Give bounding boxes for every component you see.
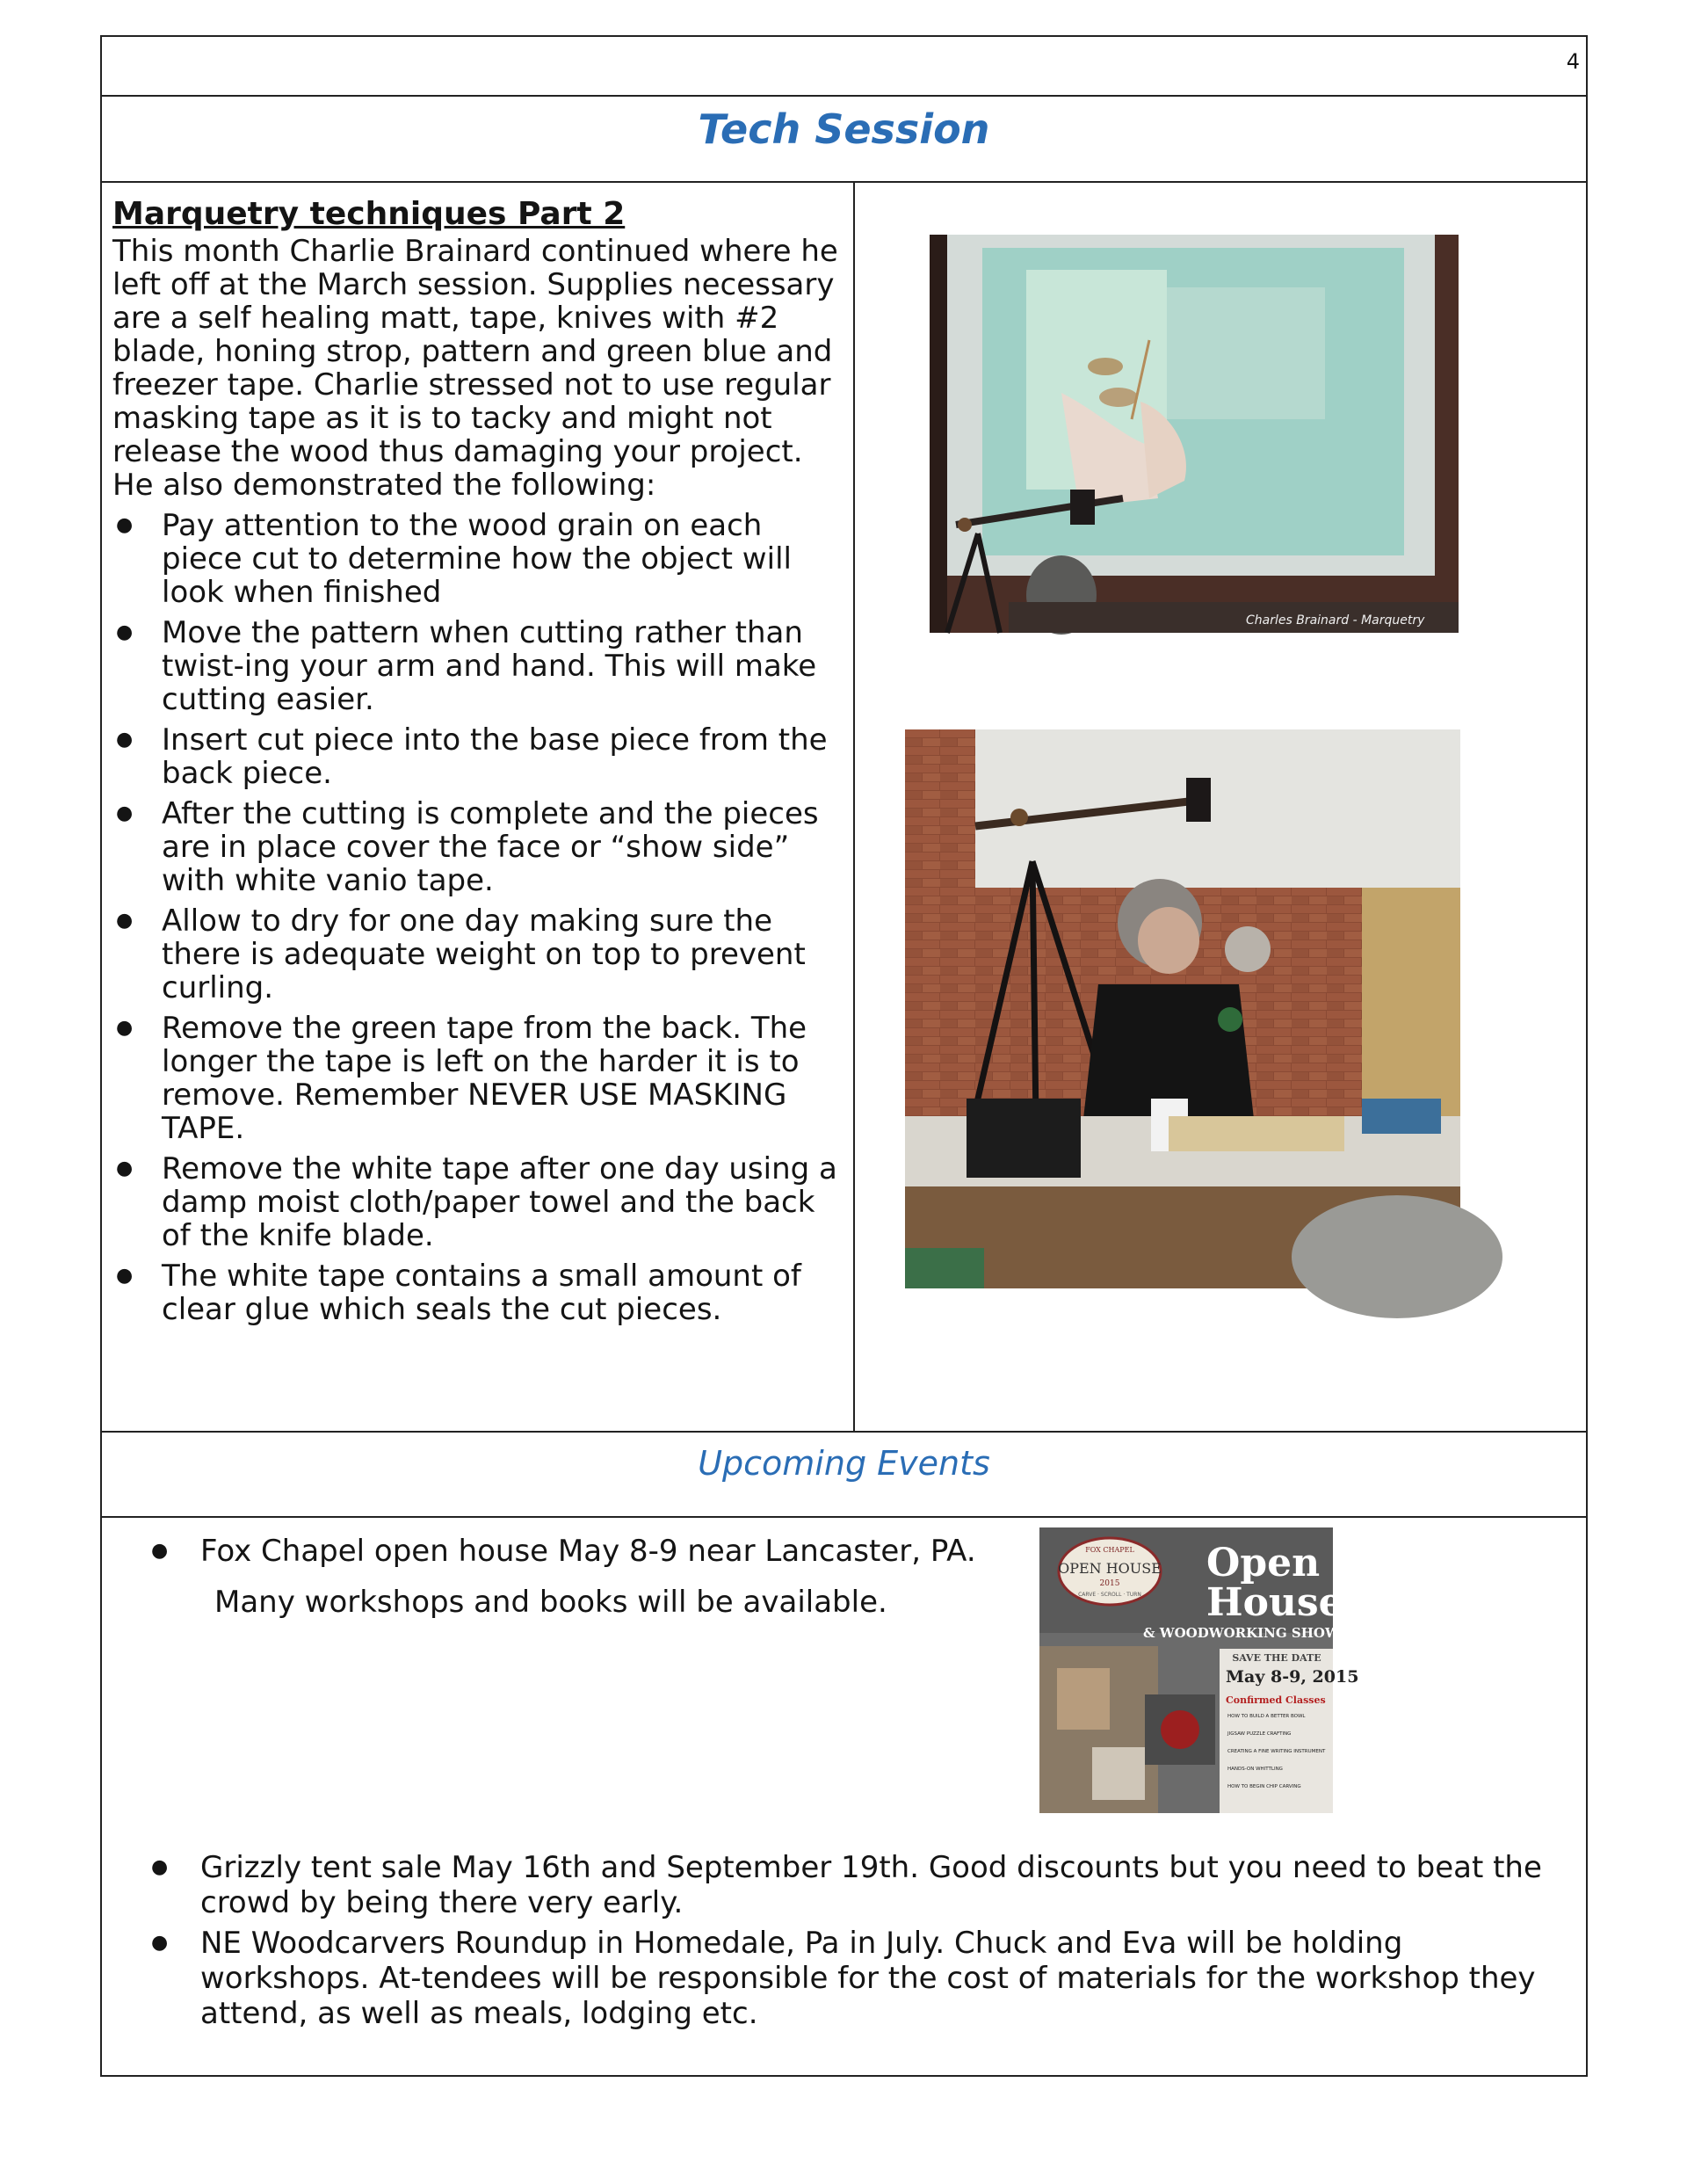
flyer-class: HOW TO BEGIN CHIP CARVING xyxy=(1227,1784,1301,1789)
events-list-bottom xyxy=(112,1850,1553,2036)
bullet-icon: ● xyxy=(116,729,134,751)
flyer-subhead: & WOODWORKING SHOW xyxy=(1143,1625,1340,1641)
flyer-class: JIGSAW PUZZLE CRAFTING xyxy=(1227,1731,1292,1737)
list-item: ● Allow to dry for one day making sure the there is adequate weight on top to prevent curling. xyxy=(116,903,806,1005)
divider xyxy=(100,1431,1588,1433)
list-item: ● Remove the green tape from the back. The longer the tape is left on the harder it is to remove. Remember NEVER USE MASKING TAPE. xyxy=(116,1011,807,1146)
flyer-logo-sub: CARVE · SCROLL · TURN xyxy=(1078,1592,1141,1598)
photo-caption: Charles Brainard - Marquetry xyxy=(1246,613,1425,628)
flyer-logo-main: OPEN HOUSE xyxy=(1058,1560,1162,1577)
page-number: 4 xyxy=(1566,49,1580,74)
flyer-class: HOW TO BUILD A BETTER BOWL xyxy=(1227,1714,1306,1719)
list-item: ● Move the pattern when cutting rather than twist-ing your arm and hand. This will make cutting easier. xyxy=(116,615,817,717)
flyer-logo-top: FOX CHAPEL xyxy=(1085,1546,1134,1554)
bullet-icon: ● xyxy=(151,1932,169,1954)
list-item: ● Insert cut piece into the base piece from the back piece. xyxy=(116,722,828,791)
bullet-icon: ● xyxy=(116,910,134,932)
flyer-headline-1: Open xyxy=(1206,1541,1321,1585)
bullet-icon: ● xyxy=(116,1017,134,1039)
bullet-icon: ● xyxy=(116,621,134,643)
bullet-icon: ● xyxy=(116,802,134,824)
bullet-icon: ● xyxy=(116,1265,134,1287)
bullet-icon: ● xyxy=(116,514,134,536)
article xyxy=(112,198,842,1333)
flyer-date: May 8-9, 2015 xyxy=(1226,1667,1359,1687)
divider xyxy=(853,181,855,1432)
event-text: NE Woodcarvers Roundup in Homedale, Pa in July. Chuck and Eva will be holding workshops. At-tendees will be responsible for the cost of materials for the workshop they attend, as well as meals, lodging etc. xyxy=(200,1926,1536,2031)
demonstration-photo xyxy=(905,729,1460,1288)
flyer-logo-year: 2015 xyxy=(1099,1579,1120,1588)
article-heading: Marquetry techniques Part 2 xyxy=(112,196,626,232)
open-house-flyer xyxy=(1039,1527,1359,1813)
flyer-class: CREATING A FINE WRITING INSTRUMENT xyxy=(1227,1749,1326,1754)
list-item: ● The white tape contains a small amount of clear glue which seals the cut pieces. xyxy=(116,1259,801,1327)
list-item xyxy=(112,1850,1553,1920)
list-item: ● Pay attention to the wood grain on each piece cut to determine how the object will look when finished xyxy=(116,508,792,610)
bullet-icon: ● xyxy=(116,1157,134,1179)
list-item: ● Remove the white tape after one day using a damp moist cloth/paper towel and the back of the knife blade. xyxy=(116,1151,837,1253)
projector-photo xyxy=(930,235,1459,633)
flyer-class: HANDS-ON WHITTLING xyxy=(1227,1767,1283,1772)
event-text: Fox Chapel open house May 8-9 near Lancaster, PA. xyxy=(200,1534,976,1569)
flyer-classes-title: Confirmed Classes xyxy=(1226,1694,1326,1706)
article-intro: This month Charlie Brainard continued where he left off at the March session. Supplies necessary are a self healing matt, tape, knives with #2 blade, honing strop, pattern and green blue and freezer tape. Charlie stressed not to use regular masking tape as it is to tacky and might not release the wood thus damaging your project. He also demonstrated the following: xyxy=(112,234,838,503)
technique-list xyxy=(112,509,842,1326)
bullet-icon: ● xyxy=(151,1540,169,1562)
divider xyxy=(100,1516,1588,1518)
section-title-tech-session: Tech Session xyxy=(698,105,990,153)
list-item xyxy=(112,1926,1553,2031)
divider xyxy=(100,95,1588,97)
flyer-headline-2: House xyxy=(1206,1580,1343,1625)
event-subtext: Many workshops and books will be available. xyxy=(214,1585,887,1620)
divider xyxy=(100,181,1588,183)
event-text: Grizzly tent sale May 16th and September 19th. Good discounts but you need to beat the crowd by being there very early. xyxy=(200,1850,1542,1920)
flyer-save-the-date: SAVE THE DATE xyxy=(1232,1652,1321,1664)
section-title-upcoming-events: Upcoming Events xyxy=(698,1444,990,1483)
list-item: ● After the cutting is complete and the pieces are in place cover the face or “show side” with white vanio tape. xyxy=(116,796,819,898)
bullet-icon: ● xyxy=(151,1856,169,1878)
